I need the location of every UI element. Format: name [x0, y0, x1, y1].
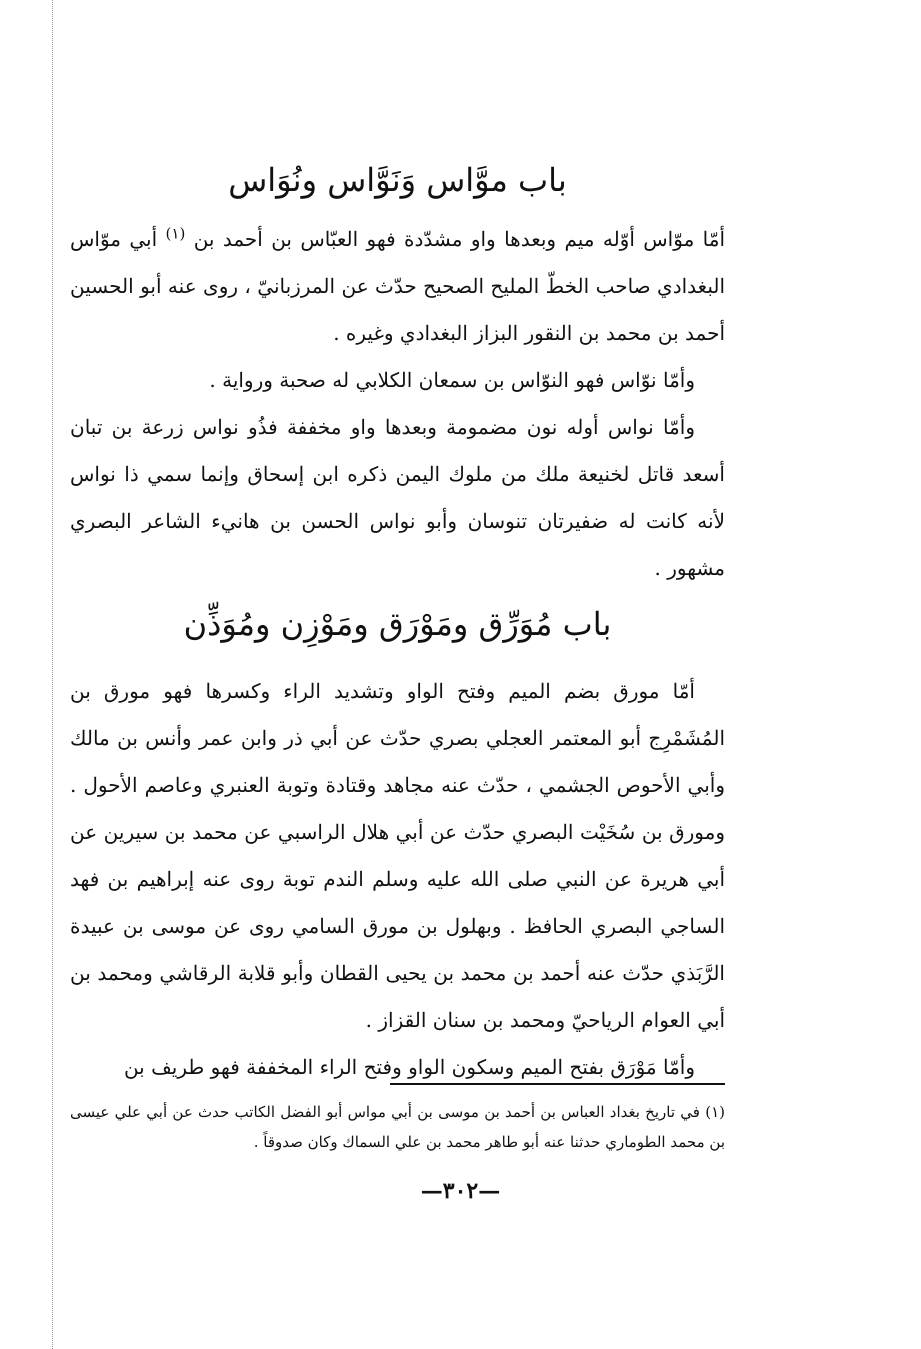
- chapter-heading-1: باب موَّاس وَنَوَّاس ونُوَاس: [228, 161, 567, 199]
- section-1-body: [70, 216, 725, 592]
- footnote-marker[interactable]: (١): [165, 224, 186, 243]
- paragraph-nawwas: وأمّا نوّاس فهو النوّاس بن سمعان الكلابي له صحبة ورواية .: [209, 368, 695, 392]
- footnotes: [70, 1097, 725, 1157]
- paragraph-text: أمّا موّاس أوّله ميم وبعدها واو مشدّدة فهو العبّاس بن أحمد بن: [193, 227, 726, 251]
- chapter-heading-2: باب مُوَرِّق ومَوْرَق ومَوْزِن ومُوَذِّن: [183, 605, 612, 643]
- margin-guide-line: [52, 0, 53, 1349]
- paragraph-text-continued: أبي موّاس البغدادي صاحب الخطّ المليح الصحيح حدّث عن المرزبانيّ ، روى عنه أبو الحسين أحمد بن محمد بن النقور البزاز البغدادي وغيره .: [70, 227, 725, 345]
- footnote-1: (١) في تاريخ بغداد العباس بن أحمد بن موسى بن أبي مواس أبو الفضل الكاتب حدث عن أبي علي عيسى بن محمد الطوماري حدثنا عنه أبو طاهر محمد بن علي السماك وكان صدوقاً .: [70, 1103, 725, 1151]
- footnote-divider: [390, 1083, 725, 1085]
- paragraph-nuwas: وأمّا نواس أوله نون مضمومة وبعدها واو مخففة فذُو نواس زرعة بن تبان أسعد قاتل لخنيعة ملك من ملوك اليمن ذكره ابن إسحاق وإنما سمي ذا نواس لأنه كانت له ضفيرتان تنوسان وأبو نواس الحسن بن هانيء الشاعر البصري مشهور .: [70, 415, 725, 580]
- paragraph-muwarriq: أمّا مورق بضم الميم وفتح الواو وتشديد الراء وكسرها فهو مورق بن المُشَمْرِج أبو المعتمر العجلي بصري حدّث عن أبي ذر وابن عمر وأنس بن مالك وأبي الأحوص الجشمي ، حدّث عنه مجاهد وقتادة وتوبة العنبري وعاصم الأحول . ومورق بن سُخَيْت البصري حدّث عن أبي هلال الراسبي عن محمد بن سيرين عن أبي هريرة عن النبي صلى الله عليه وسلم الندم توبة روى عنه إبراهيم بن فهد الساجي البصري الحافظ . وبهلول بن مورق السامي روى عن موسى بن عبيدة الرَّبَذي حدّث عنه أحمد بن محمد بن يحيى القطان وأبو قلابة الرقاشي ومحمد بن أبي العوام الرياحيّ ومحمد بن سنان القزاز .: [70, 679, 725, 1032]
- paragraph-mawwas: [70, 216, 725, 357]
- page-number: —٣٠٢—: [420, 1178, 501, 1204]
- paragraph-mawraq: وأمّا مَوْرَق بفتح الميم وسكون الواو وفتح الراء المخففة فهو طريف بن: [123, 1055, 695, 1079]
- section-2-body: [70, 668, 725, 1091]
